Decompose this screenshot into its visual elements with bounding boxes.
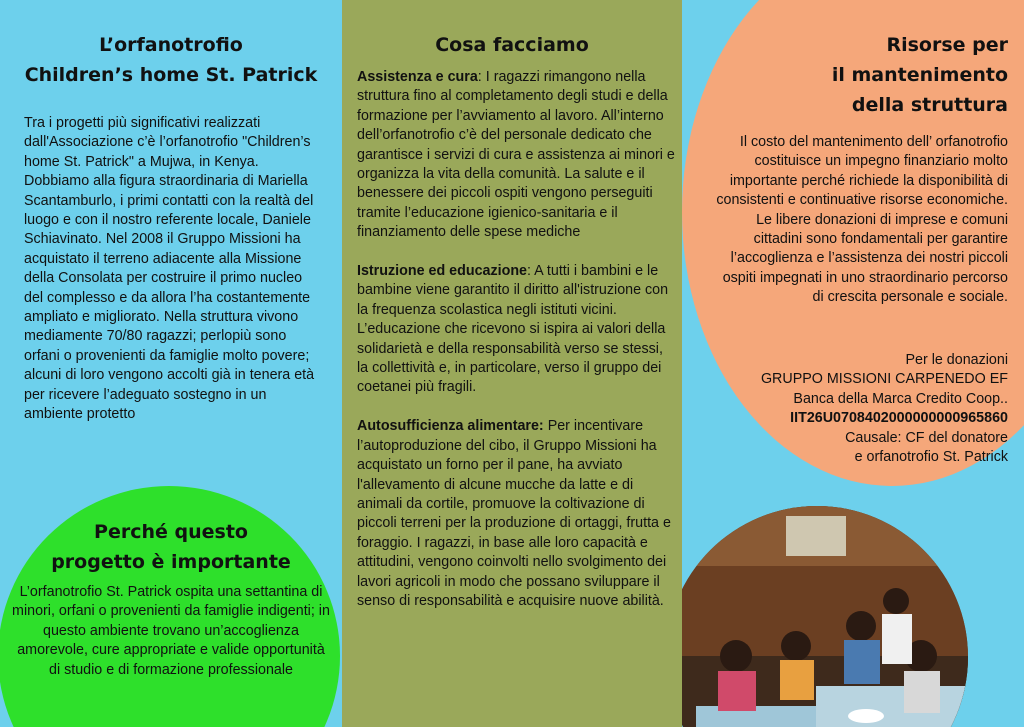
importance-title-line2: progetto è importante [51,551,291,573]
section-education [357,262,675,398]
orphanage-title-line1: L’orfanotrofio [99,34,243,56]
donation-intro: Per le donazioni [905,352,1008,368]
donation-iban: IIT26U0708402000000000965860 [790,410,1008,427]
child-shirt [844,640,880,684]
orphanage-description: Tra i progetti più significativi realizzati dall'Associazione c’è l’orfanotrofio "Children’s home St. Patrick" a Mujwa, in Kenya. Dobbiamo alla figura straordinaria di Mariella Scantamburlo, i primi contatti con la realtà del luogo e con il nostro referente locale, Daniele Schiavinato. Nel 2008 il Gruppo Missioni ha acquistato il terreno adiacente alla Missione della Consolata per costruire il primo nucleo del complesso e da allora l’ha costantemente ampliato e migliorato. Nella struttura vivono mediamente 70/80 ragazzi; perlopiù sono orfani o provenienti da famiglie molto povere; alcuni di loro vengono accolti già in tenera età per ricevere l’adeguato sostegno in un ambiente protetto [24,115,315,423]
plate [848,709,884,723]
importance-title [0,517,342,577]
resources-description: Il costo del mantenimento dell’ orfanotrofio costituisce un impegno finanziario molto importante perché richiede la disponibilità di consistenti e continuative risorse economiche. Le libere donazioni di imprese e comuni cittadini sono fondamentali per garantire l’accoglienza e l’assistenza dei nostri piccoli ospiti impegnati in uno straordinario percorso di crescita personale e sociale. [716,134,1008,306]
donation-causale: Causale: CF del donatore [845,429,1008,446]
section-care-heading: Assistenza e cura [357,69,478,85]
activities-body [357,68,675,631]
panel-orphanage [0,0,342,727]
panel-activities [342,0,682,727]
section-food-text: Per incentivare l’autoproduzione del cibo, il Gruppo Missioni ha acquistato un forno per il pane, ha avviato l'allevamento di alcune mucche da latte e di animali da cortile, promuove la coltivazione di piccoli terreni per la produzione di ortaggi, frutta e foraggio. I ragazzi, in base alle loro capacità e attitudini, vengono coinvolti nello svolgimento dei lavori agricoli in modo che possano sviluppare il senso di responsabilità e acquisire nuove abilità. [357,418,671,609]
window [786,516,846,556]
donation-causale-2: e orfanotrofio St. Patrick [854,449,1008,466]
section-care-sep: : [477,69,486,85]
donation-bank: Banca della Marca Credito Coop.. [793,390,1008,407]
section-education-text: A tutti i bambini e le bambine viene garantito il diritto all'istruzione con la frequenza scolastica negli istituti vicini. L’educazione che ricevono si ispira ai valori della solidarietà e della responsabilità verso se stessi, la collettività e, in particolare, verso il gruppo dei coetanei più fragili. [357,263,669,396]
section-food-heading: Autosufficienza alimentare: [357,418,544,435]
child-shirt [904,671,940,713]
adult [883,588,909,614]
activities-title: Cosa facciamo [435,34,589,56]
donation-info [708,351,1008,467]
section-care-text: I ragazzi rimangono nella struttura fino al completamento degli studi e della formazione per l’avviamento al lavoro. All’interno dell’orfanotrofio c’è del personale dedicato che garantisce i servizi di cura e assistenza ai minori e organizza la vita della comunità. La salute e il benessere dei piccoli ospiti vengono perseguiti tramite l’educazione igienico-sanitaria e il finanziamento delle spese mediche [357,69,675,241]
child [846,611,876,641]
child [781,631,811,661]
section-education-heading: Istruzione ed educazione [357,263,528,280]
donation-org: GRUPPO MISSIONI CARPENEDO EF [760,371,1008,388]
importance-title-line1: Perché questo [94,521,248,543]
resources-title-line3: della struttura [851,94,1008,116]
table-cloth-left [696,706,826,727]
orphanage-title [0,30,342,90]
child [720,640,752,672]
child-shirt [718,671,756,711]
resources-title-line2: il mantenimento [831,64,1008,86]
children-dining-photo [682,506,968,727]
panel-resources [682,0,1024,727]
section-education-sep: : [527,263,535,280]
section-food [357,417,675,611]
resources-title-line1: Risorse per [886,34,1008,56]
resources-title [832,30,1008,120]
orphanage-title-line2: Children’s home St. Patrick [24,64,318,86]
section-care [357,68,675,243]
child-shirt [780,660,814,700]
importance-description: L’orfanotrofio St. Patrick ospita una settantina di minori, orfani o provenienti da famiglie indigenti; in questo ambiente trovano un’accoglienza amorevole, cure appropriate e valide opportunità di studio e di formazione professionale [12,584,330,678]
table-cloth-right [816,686,966,727]
dining-hall-illustration [682,506,968,727]
adult-shirt [882,614,912,664]
